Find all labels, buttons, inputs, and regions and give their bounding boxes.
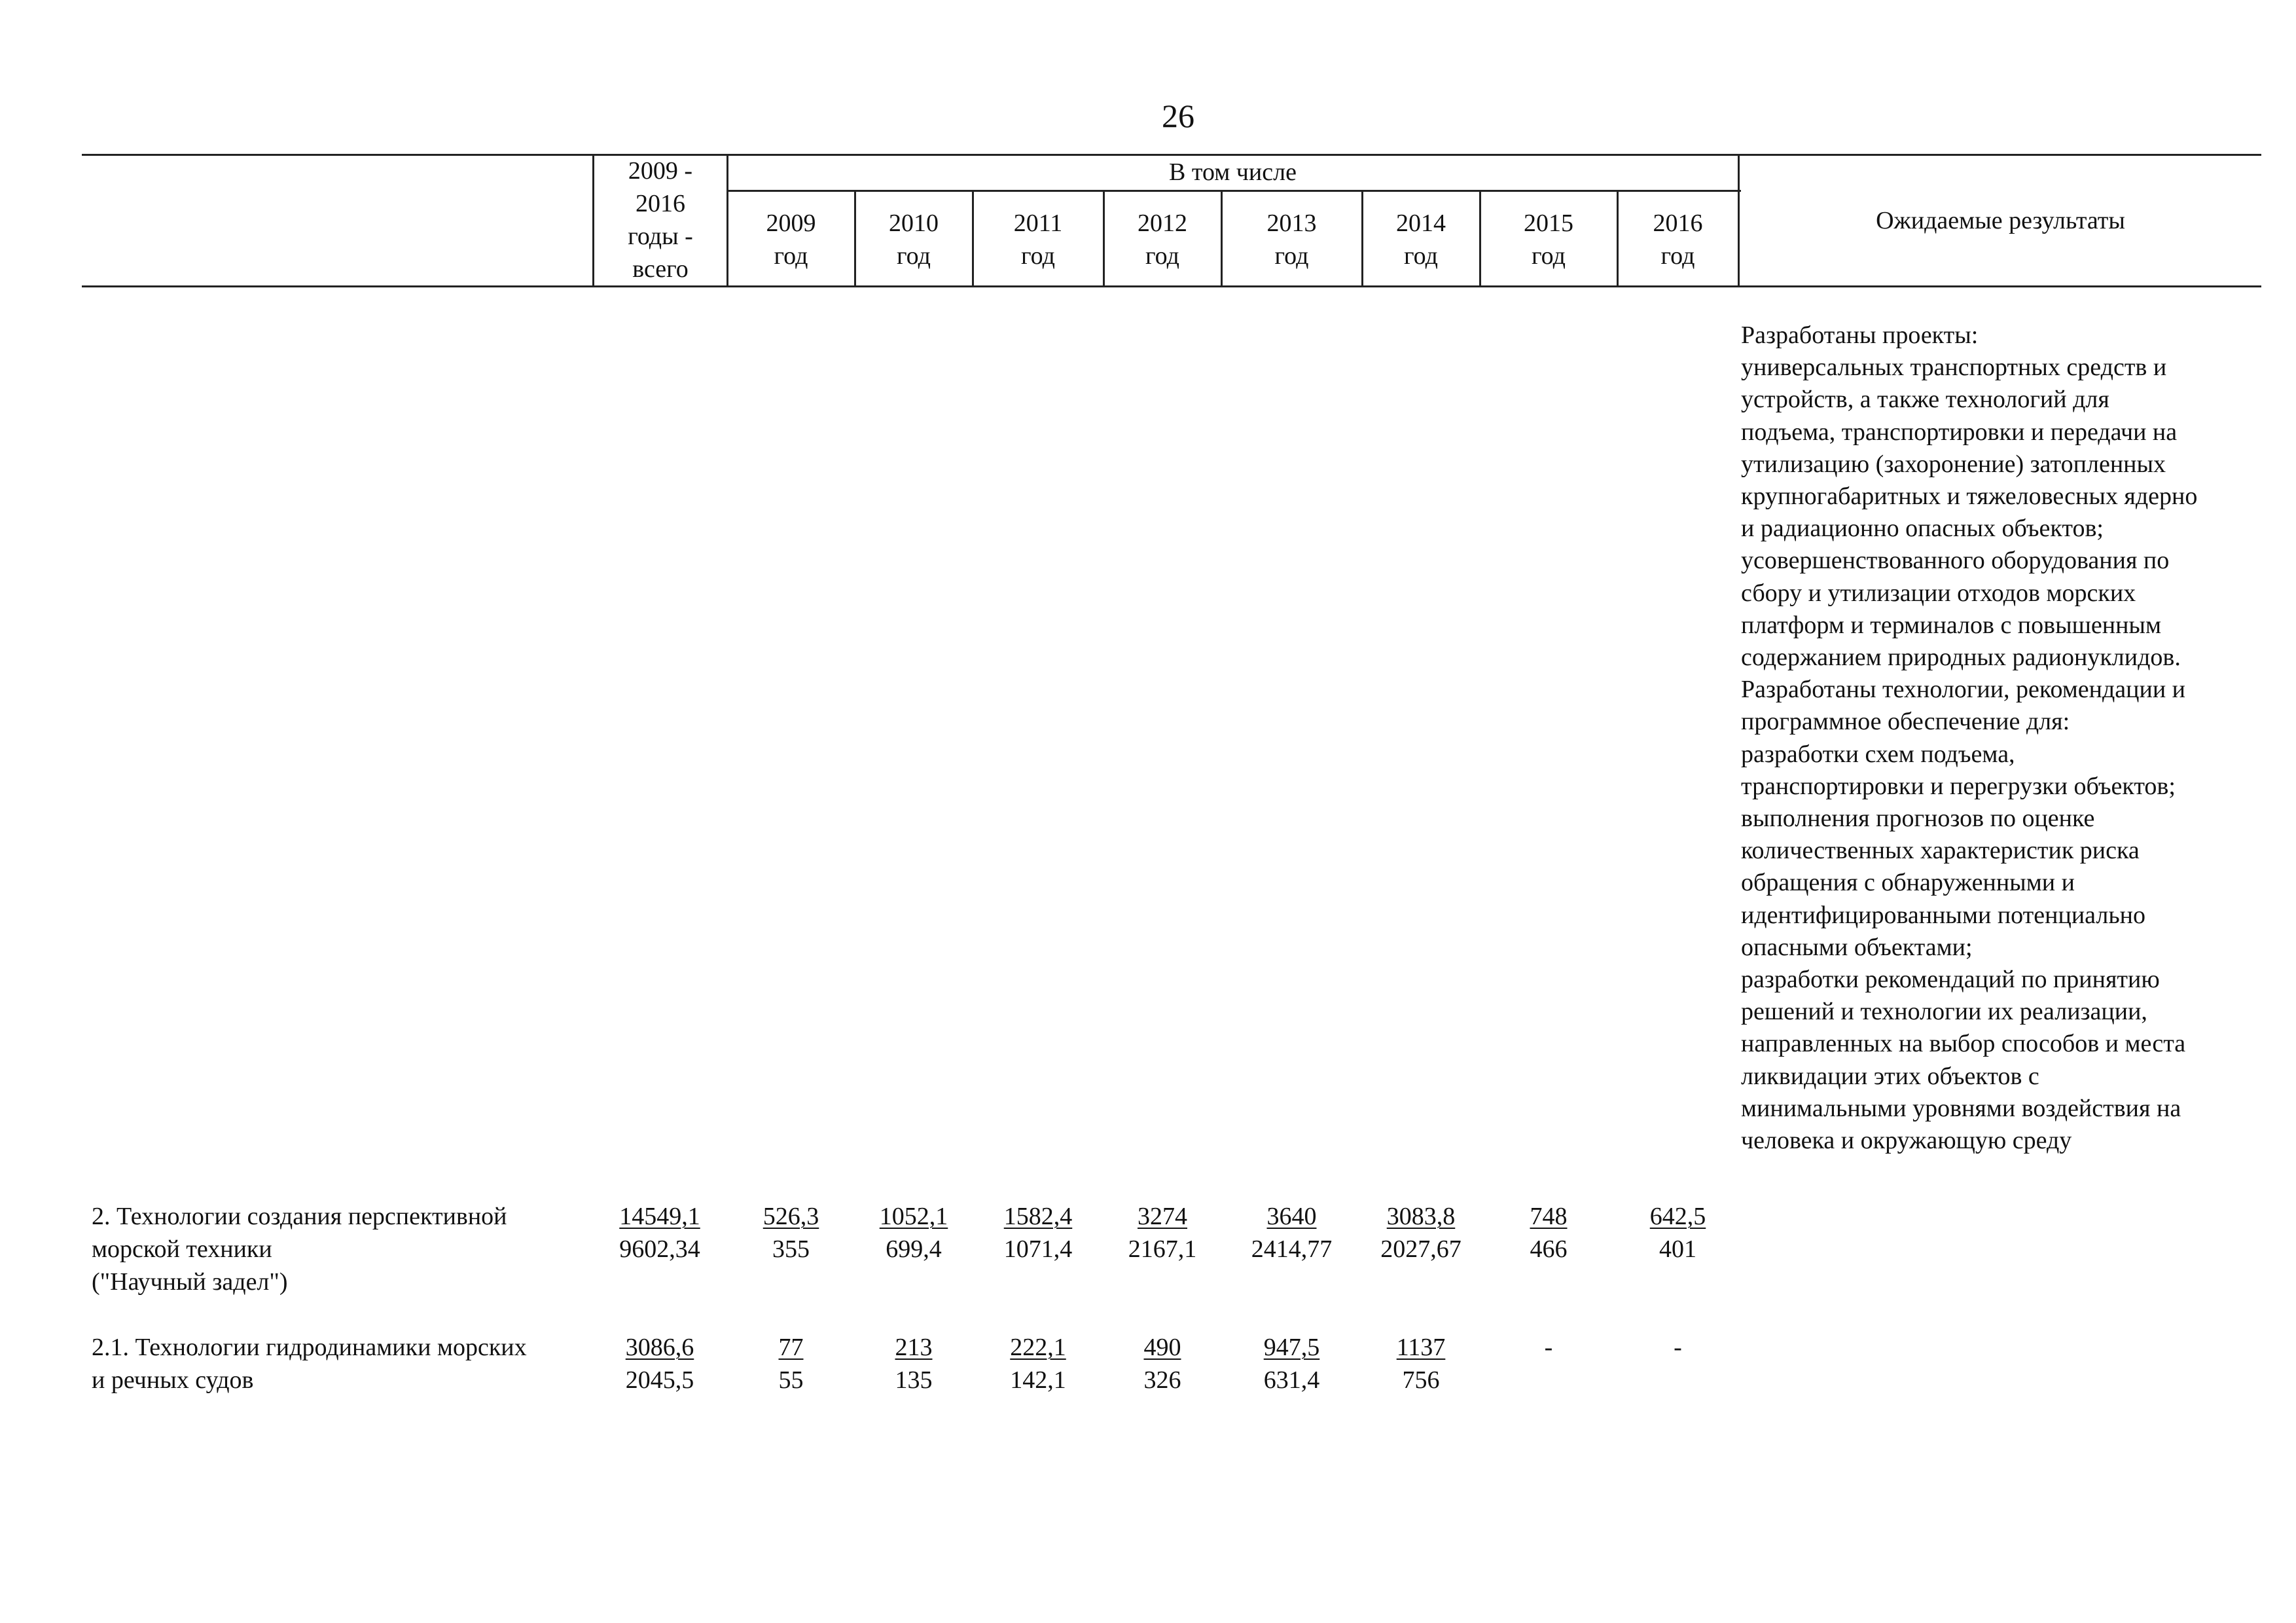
value-top: 77 (778, 1334, 804, 1361)
results-line: подъема, транспортировки и передачи на (1741, 418, 2178, 446)
year-unit: год (1145, 242, 1179, 270)
header-year-2014 (1363, 207, 1479, 272)
year-label: 2013 (1266, 210, 1317, 237)
row-label-2 (92, 1200, 589, 1298)
value-top: 526,3 (762, 1203, 819, 1230)
value-bottom: 401 (1659, 1235, 1696, 1263)
value-bottom: 55 (778, 1366, 804, 1394)
value-bottom: 9602,34 (619, 1235, 700, 1263)
row-label-line: и речных судов (92, 1366, 254, 1394)
year-label: 2011 (1013, 210, 1063, 237)
row-2-total (594, 1200, 725, 1266)
row-2-2013 (1222, 1200, 1361, 1266)
header-year-2009 (728, 207, 854, 272)
year-unit: год (1021, 242, 1055, 270)
value-bottom: 631,4 (1263, 1366, 1320, 1394)
row-2-1-2016 (1618, 1331, 1738, 1364)
year-label: 2010 (889, 210, 939, 237)
results-line: человека и окружающую среду (1741, 1127, 2072, 1155)
value-top: 213 (895, 1334, 933, 1361)
value-top: 947,5 (1263, 1334, 1320, 1361)
row-2-2014 (1363, 1200, 1479, 1266)
year-unit: год (1274, 242, 1309, 270)
header-year-2010 (855, 207, 972, 272)
header-year-2011 (973, 207, 1103, 272)
value-bottom: 355 (772, 1235, 810, 1263)
row-2-1-total (594, 1331, 725, 1396)
row-2-2010 (855, 1200, 972, 1266)
results-line: Разработаны технологии, рекомендации и (1741, 676, 2186, 704)
value-top: 1582,4 (1003, 1203, 1073, 1230)
value-bottom: 142,1 (1010, 1366, 1066, 1394)
year-label: 2012 (1138, 210, 1187, 237)
value-top: - (1544, 1334, 1553, 1361)
header-year-2016 (1618, 207, 1738, 272)
row-label-2-1 (92, 1331, 589, 1396)
header-total (594, 155, 726, 285)
header-total-line: 2009 - (628, 157, 693, 185)
row-2-1-2012 (1104, 1331, 1221, 1396)
row-2-1-2011 (973, 1331, 1103, 1396)
results-line: транспортировки и перегрузки объектов; (1741, 772, 2176, 800)
results-line: сбору и утилизации отходов морских (1741, 579, 2136, 607)
header-total-line: годы - (628, 223, 693, 250)
results-line: утилизацию (захоронение) затопленных (1741, 450, 2166, 478)
value-top: 490 (1143, 1334, 1181, 1361)
value-top: 3274 (1138, 1203, 1187, 1230)
value-bottom: 466 (1530, 1235, 1568, 1263)
value-top: 3083,8 (1386, 1203, 1456, 1230)
year-unit: год (1404, 242, 1438, 270)
row-label-line: ("Научный задел") (92, 1268, 288, 1296)
results-line: ликвидации этих объектов с (1741, 1062, 2039, 1090)
year-unit: год (1660, 242, 1695, 270)
value-bottom: 2167,1 (1128, 1235, 1197, 1263)
results-line: усовершенствованного оборудования по (1741, 547, 2170, 575)
row-2-2016 (1618, 1200, 1738, 1266)
row-2-1-2014 (1363, 1331, 1479, 1396)
value-bottom: 2414,77 (1251, 1235, 1333, 1263)
year-unit: год (774, 242, 808, 270)
value-top: 1137 (1396, 1334, 1446, 1361)
year-label: 2009 (766, 210, 816, 237)
results-line: устройств, а также технологий для (1741, 386, 2109, 414)
header-including: В том числе (1169, 158, 1297, 186)
row-label-line: 2.1. Технологии гидродинамики морских (92, 1334, 527, 1361)
header-year-2015 (1480, 207, 1617, 272)
results-line: решений и технологии их реализации, (1741, 998, 2147, 1026)
row-2-1-2015 (1480, 1331, 1617, 1364)
value-bottom: 135 (895, 1366, 933, 1394)
row-2-1-2013 (1222, 1331, 1361, 1396)
value-top: 642,5 (1649, 1203, 1706, 1230)
expected-results-text (1741, 319, 2265, 1157)
value-bottom: 1071,4 (1003, 1235, 1073, 1263)
results-line: разработки рекомендаций по принятию (1741, 966, 2160, 994)
header-total-line: 2016 (636, 190, 685, 217)
value-top: 222,1 (1010, 1334, 1066, 1361)
year-unit: год (897, 242, 931, 270)
results-line: разработки схем подъема, (1741, 740, 2015, 768)
value-top: - (1674, 1334, 1682, 1361)
year-label: 2016 (1653, 210, 1703, 237)
value-bottom: 2027,67 (1380, 1235, 1462, 1263)
results-line: количественных характеристик риска (1741, 837, 2140, 865)
results-line: идентифицированными потенциально (1741, 901, 2145, 929)
value-bottom: 756 (1402, 1366, 1440, 1394)
results-line: содержанием природных радионуклидов. (1741, 644, 2181, 672)
results-line: и радиационно опасных объектов; (1741, 515, 2104, 543)
row-2-1-2009 (728, 1331, 854, 1396)
value-top: 3086,6 (625, 1334, 694, 1361)
row-2-2011 (973, 1200, 1103, 1266)
including-rule (728, 190, 1741, 192)
value-top: 14549,1 (619, 1203, 700, 1230)
results-line: обращения с обнаруженными и (1741, 869, 2075, 897)
results-line: крупногабаритных и тяжеловесных ядерно (1741, 483, 2198, 511)
year-label: 2015 (1524, 210, 1573, 237)
row-label-line: морской техники (92, 1235, 272, 1263)
results-line: выполнения прогнозов по оценке (1741, 805, 2095, 833)
results-line: опасными объектами; (1741, 933, 1973, 961)
value-top: 3640 (1266, 1203, 1317, 1230)
year-unit: год (1532, 242, 1566, 270)
value-top: 1052,1 (879, 1203, 948, 1230)
value-bottom: 326 (1143, 1366, 1181, 1394)
header-bottom-rule (82, 285, 2261, 287)
value-bottom: 2045,5 (625, 1366, 694, 1394)
results-line: минимальными уровнями воздействия на (1741, 1094, 2181, 1122)
row-2-2012 (1104, 1200, 1221, 1266)
row-label-line: 2. Технологии создания перспективной (92, 1203, 507, 1230)
value-bottom: 699,4 (886, 1235, 942, 1263)
header-year-2012 (1104, 207, 1221, 272)
row-2-1-2010 (855, 1331, 972, 1396)
row-2-2009 (728, 1200, 854, 1266)
value-top: 748 (1530, 1203, 1568, 1230)
header-expected-results: Ожидаемые результаты (1876, 207, 2125, 234)
header-year-2013 (1222, 207, 1361, 272)
results-line: программное обеспечение для: (1741, 708, 2070, 736)
row-2-2015 (1480, 1200, 1617, 1266)
results-line: Разработаны проекты: (1741, 321, 1979, 349)
results-line: универсальных транспортных средств и (1741, 354, 2167, 382)
header-total-line: всего (632, 255, 689, 283)
page-number: 26 (1162, 98, 1194, 134)
results-line: платформ и терминалов с повышенным (1741, 611, 2161, 639)
year-label: 2014 (1396, 210, 1446, 237)
results-line: направленных на выбор способов и места (1741, 1030, 2186, 1058)
